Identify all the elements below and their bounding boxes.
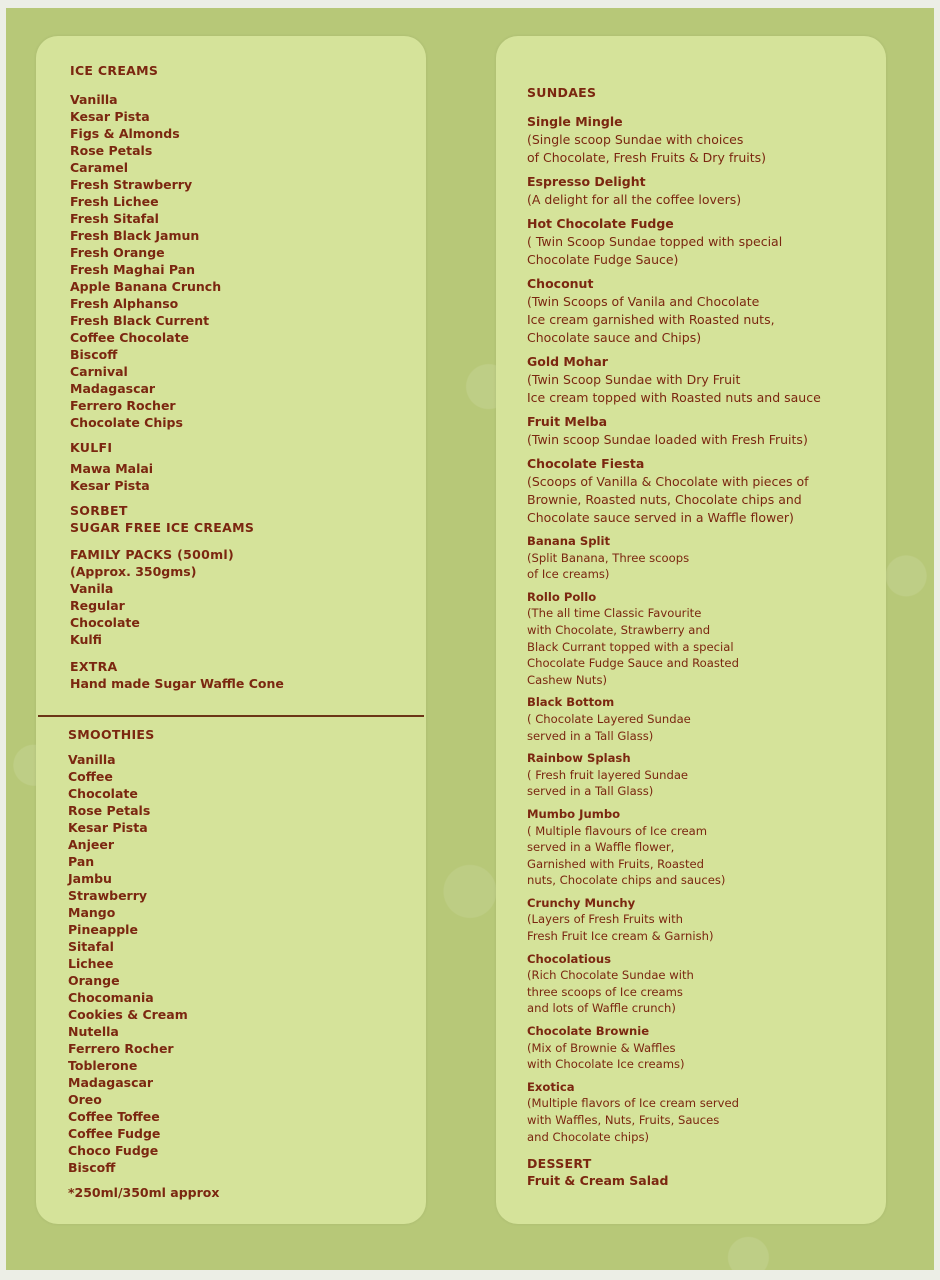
- ice-cream-item: Coffee Chocolate: [70, 330, 190, 345]
- kulfi-heading: KULFI: [70, 440, 113, 455]
- sundae-description: (Rich Chocolate Sundae with: [527, 968, 694, 983]
- sundae-description: served in a Tall Glass): [527, 728, 654, 743]
- sundae-description: ( Twin Scoop Sundae topped with special: [527, 234, 783, 249]
- ice-cream-item: Fresh Lichee: [70, 194, 159, 209]
- ice-cream-item: Fresh Sitafal: [70, 211, 159, 226]
- sundae-description: (A delight for all the coffee lovers): [527, 192, 742, 207]
- extra-heading: EXTRA: [70, 659, 118, 674]
- sundae-item: [527, 275, 877, 347]
- smoothie-item: Anjeer: [68, 837, 114, 852]
- sundae-item: [527, 895, 877, 945]
- kulfi-item: Mawa Malai: [70, 461, 154, 476]
- left-column-top: [70, 62, 410, 692]
- family-packs-list: [70, 580, 410, 648]
- sundae-item: [527, 455, 877, 527]
- extra-item: Hand made Sugar Waffle Cone: [70, 676, 284, 691]
- sundae-name: Fruit Melba: [527, 414, 607, 429]
- sundae-description: ( Multiple flavours of Ice cream: [527, 823, 708, 838]
- smoothie-item: Orange: [68, 973, 120, 988]
- smoothie-item: Chocolate: [68, 786, 138, 801]
- sundae-description: served in a Waffle flower,: [527, 840, 675, 855]
- ice-cream-item: Fresh Alphanso: [70, 296, 179, 311]
- sundae-description: nuts, Chocolate chips and sauces): [527, 873, 726, 888]
- sundae-item: [527, 1079, 877, 1145]
- sundae-description: three scoops of Ice creams: [527, 984, 683, 999]
- smoothie-item: Rose Petals: [68, 803, 151, 818]
- sundae-name: Crunchy Munchy: [527, 895, 636, 910]
- smoothie-item: Pan: [68, 854, 95, 869]
- smoothie-item: Sitafal: [68, 939, 114, 954]
- sundae-name: Black Bottom: [527, 695, 615, 710]
- sundae-description: Cashew Nuts): [527, 672, 608, 687]
- ice-cream-item: Apple Banana Crunch: [70, 279, 222, 294]
- family-pack-item: Kulfi: [70, 632, 102, 647]
- smoothie-item: Chocomania: [68, 990, 154, 1005]
- sundae-description: served in a Tall Glass): [527, 784, 654, 799]
- kulfi-item: Kesar Pista: [70, 478, 150, 493]
- smoothie-item: Mango: [68, 905, 116, 920]
- sundae-description: Black Currant topped with a special: [527, 639, 734, 654]
- smoothie-item: Coffee Fudge: [68, 1126, 161, 1141]
- smoothie-item: Nutella: [68, 1024, 119, 1039]
- sundae-description: of Ice creams): [527, 567, 610, 582]
- sundae-item: [527, 1023, 877, 1073]
- sundae-description: and Chocolate chips): [527, 1129, 650, 1144]
- family-packs-note: (Approx. 350gms): [70, 564, 197, 579]
- sundae-description: with Chocolate, Strawberry and: [527, 622, 711, 637]
- family-packs-heading: FAMILY PACKS (500ml): [70, 547, 235, 562]
- ice-cream-item: Biscoff: [70, 347, 118, 362]
- smoothies-heading: SMOOTHIES: [68, 727, 155, 742]
- sundae-description: (Twin Scoop Sundae with Dry Fruit: [527, 372, 741, 387]
- smoothie-item: Kesar Pista: [68, 820, 148, 835]
- sundae-item: [527, 694, 877, 744]
- sundae-description: (Layers of Fresh Fruits with: [527, 912, 684, 927]
- smoothie-item: Lichee: [68, 956, 114, 971]
- ice-creams-list: [70, 91, 410, 431]
- sundae-item: [527, 806, 877, 889]
- smoothie-item: Coffee: [68, 769, 113, 784]
- dessert-list: [527, 1172, 877, 1189]
- sorbet-heading: SORBET: [70, 503, 128, 518]
- ice-cream-item: Chocolate Chips: [70, 415, 183, 430]
- smoothie-item: Coffee Toffee: [68, 1109, 160, 1124]
- sundae-name: Chocolate Brownie: [527, 1024, 650, 1039]
- ice-cream-item: Fresh Orange: [70, 245, 165, 260]
- smoothie-item: Cookies & Cream: [68, 1007, 188, 1022]
- sundae-description: (Scoops of Vanilla & Chocolate with pieces of: [527, 474, 809, 489]
- ice-cream-item: Carnival: [70, 364, 128, 379]
- smoothie-item: Pineapple: [68, 922, 138, 937]
- sundae-description: Ice cream topped with Roasted nuts and sauce: [527, 390, 821, 405]
- ice-cream-item: Fresh Black Current: [70, 313, 210, 328]
- sundae-item: [527, 533, 877, 583]
- ice-cream-item: Fresh Maghai Pan: [70, 262, 196, 277]
- sundae-description: (Twin Scoops of Vanila and Chocolate: [527, 294, 760, 309]
- sundae-description: (Mix of Brownie & Waffles: [527, 1040, 676, 1055]
- sundae-description: with Waffles, Nuts, Fruits, Sauces: [527, 1113, 720, 1127]
- smoothie-item: Jambu: [68, 871, 112, 886]
- smoothies-footnote: *250ml/350ml approx: [68, 1185, 220, 1200]
- sundae-description: Garnished with Fruits, Roasted: [527, 856, 704, 871]
- sundae-description: (Multiple flavors of Ice cream served: [527, 1096, 739, 1111]
- smoothie-item: Oreo: [68, 1092, 102, 1107]
- sundae-name: Mumbo Jumbo: [527, 806, 621, 821]
- sundae-item: [527, 353, 877, 407]
- sundae-name: Gold Mohar: [527, 354, 608, 369]
- smoothie-item: Ferrero Rocher: [68, 1041, 174, 1056]
- sundae-name: Hot Chocolate Fudge: [527, 216, 674, 231]
- sundae-name: Espresso Delight: [527, 174, 646, 189]
- sundae-item: [527, 413, 877, 449]
- sundae-description: (The all time Classic Favourite: [527, 606, 702, 621]
- smoothie-item: Vanilla: [68, 752, 116, 767]
- sundae-item: [527, 750, 877, 800]
- smoothie-item: Strawberry: [68, 888, 148, 903]
- sundaes-heading: SUNDAES: [527, 85, 597, 100]
- sundae-name: Single Mingle: [527, 114, 623, 129]
- sundae-item: [527, 173, 877, 209]
- sundae-item: [527, 215, 877, 269]
- ice-cream-item: Ferrero Rocher: [70, 398, 176, 413]
- ice-cream-item: Kesar Pista: [70, 109, 150, 124]
- sundae-item: [527, 589, 877, 689]
- sundae-description: Chocolate Fudge Sauce and Roasted: [527, 656, 739, 671]
- ice-creams-heading: ICE CREAMS: [70, 63, 159, 78]
- ice-cream-item: Rose Petals: [70, 143, 153, 158]
- sundae-name: Rollo Pollo: [527, 589, 597, 604]
- sundae-name: Chocolate Fiesta: [527, 456, 645, 471]
- sundae-description: ( Fresh fruit layered Sundae: [527, 767, 689, 782]
- dessert-heading: DESSERT: [527, 1156, 592, 1172]
- sundae-description: (Twin scoop Sundae loaded with Fresh Fruits): [527, 432, 808, 447]
- sundae-name: Chocolatious: [527, 951, 611, 966]
- sugar-free-heading: SUGAR FREE ICE CREAMS: [70, 520, 255, 535]
- sundae-description: Chocolate sauce and Chips): [527, 330, 702, 345]
- section-divider: [38, 715, 424, 717]
- sundaes-list: [527, 113, 877, 527]
- extra-list: [70, 675, 410, 692]
- ice-cream-item: Vanilla: [70, 92, 118, 107]
- sundae-name: Choconut: [527, 276, 594, 291]
- smoothie-item: Biscoff: [68, 1160, 116, 1175]
- sundae-name: Banana Split: [527, 534, 610, 548]
- sundae-item: [527, 951, 877, 1017]
- ice-cream-item: Caramel: [70, 160, 128, 175]
- left-column-bottom: [68, 726, 408, 1201]
- sundae-name: Exotica: [527, 1079, 575, 1094]
- sundae-description: (Single scoop Sundae with choices: [527, 132, 744, 147]
- sundae-description: with Chocolate Ice creams): [527, 1057, 685, 1072]
- dessert-item: Fruit & Cream Salad: [527, 1173, 669, 1189]
- sundae-name: Rainbow Splash: [527, 751, 631, 766]
- sundae-description: Fresh Fruit Ice cream & Garnish): [527, 929, 714, 944]
- smoothie-item: Toblerone: [68, 1058, 138, 1073]
- sundae-item: [527, 113, 877, 167]
- ice-cream-item: Madagascar: [70, 381, 156, 396]
- sundae-description: Chocolate sauce served in a Waffle flower): [527, 510, 794, 525]
- right-column: [527, 84, 877, 1189]
- ice-cream-item: Figs & Almonds: [70, 126, 180, 141]
- ice-cream-item: Fresh Strawberry: [70, 177, 193, 192]
- smoothie-item: Choco Fudge: [68, 1143, 159, 1158]
- sundaes-list-small: [527, 533, 877, 1145]
- family-pack-item: Regular: [70, 598, 125, 613]
- sundae-description: Chocolate Fudge Sauce): [527, 252, 679, 267]
- sundae-description: of Chocolate, Fresh Fruits & Dry fruits): [527, 150, 767, 165]
- sundae-description: and lots of Waffle crunch): [527, 1001, 676, 1016]
- smoothies-list: [68, 751, 408, 1176]
- sundae-description: Brownie, Roasted nuts, Chocolate chips and: [527, 492, 802, 507]
- family-pack-item: Vanila: [70, 581, 114, 596]
- kulfi-list: [70, 460, 410, 494]
- ice-cream-item: Fresh Black Jamun: [70, 228, 200, 243]
- sundae-description: (Split Banana, Three scoops: [527, 550, 690, 565]
- sundae-description: Ice cream garnished with Roasted nuts,: [527, 312, 775, 327]
- smoothie-item: Madagascar: [68, 1075, 154, 1090]
- sundae-description: ( Chocolate Layered Sundae: [527, 711, 691, 726]
- family-pack-item: Chocolate: [70, 615, 140, 630]
